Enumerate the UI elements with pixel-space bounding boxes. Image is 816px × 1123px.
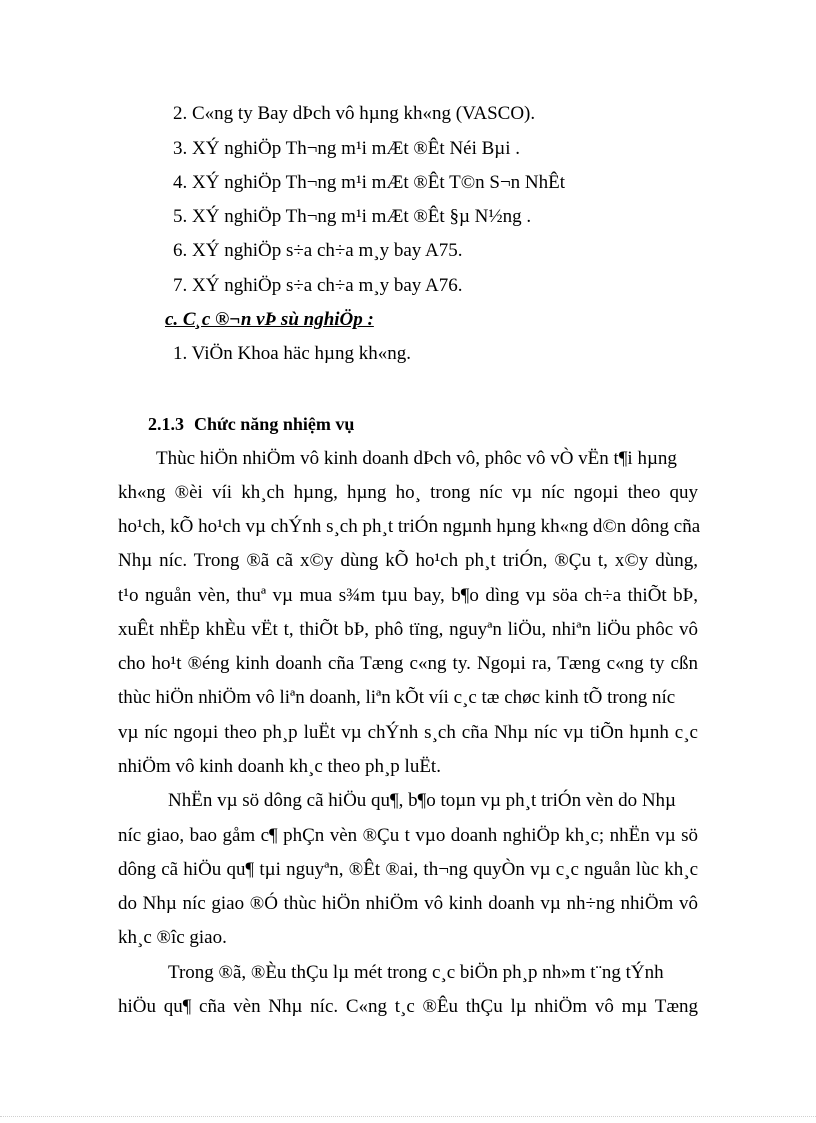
paragraph-line: xuÊt nhËp khÈu vËt t, thiÕt bÞ, phô tïng, nguyªn liÖu, nhiªn liÖu phôc vô <box>118 619 698 640</box>
paragraph-line: NhËn vµ sö dông cã hiÖu qu¶, b¶o toµn vµ ph¸t triÓn vèn do Nhµ <box>168 790 676 811</box>
paragraph-line: do Nhµ níc giao ®Ó thùc hiÖn nhiÖm vô kinh doanh vµ nh÷ng nhiÖm vô <box>118 893 698 914</box>
list-item: 3. XÝ nghiÖp Th¬ng m¹i mÆt ®Êt Néi Bµi . <box>173 138 521 159</box>
list-item: 2. C«ng ty Bay dÞch vô hµng kh«ng (VASCO). <box>173 103 536 124</box>
paragraph-line: Nhµ níc. Trong ®ã cã x©y dùng kÕ ho¹ch ph¸t triÓn, ®Çu t, x©y dùng, <box>118 550 698 571</box>
paragraph-line: Thùc hiÖn nhiÖm vô kinh doanh dÞch vô, phôc vô vÒ vËn t¶i hµng <box>156 448 677 469</box>
list-item: 5. XÝ nghiÖp Th¬ng m¹i mÆt ®Êt §µ N½ng . <box>173 206 532 227</box>
paragraph-line: vµ níc ngoµi theo ph¸p luËt vµ chÝnh s¸ch cña Nhµ níc vµ tiÕn hµnh c¸c <box>118 722 698 743</box>
list-item: 4. XÝ nghiÖp Th¬ng m¹i mÆt ®Êt T©n S¬n NhÊt <box>173 172 566 193</box>
paragraph-line: dông cã hiÖu qu¶ tµi nguyªn, ®Êt ®ai, th¬ng quyÒn vµ c¸c nguån lùc kh¸c <box>118 859 698 880</box>
paragraph-line: hiÖu qu¶ cña vèn Nhµ níc. C«ng t¸c ®Êu thÇu lµ nhiÖm vô mµ Tæng <box>118 996 698 1017</box>
paragraph-line: Trong ®ã, ®Èu thÇu lµ mét trong c¸c biÖn ph¸p nh»m t¨ng tÝnh <box>168 962 664 983</box>
paragraph-line: kh¸c ®îc giao. <box>118 927 227 948</box>
paragraph-line: ho¹ch, kÕ ho¹ch vµ chÝnh s¸ch ph¸t triÓn ngµnh hµng kh«ng d©n dông cña <box>118 516 701 537</box>
paragraph-line: kh«ng ®èi víi kh¸ch hµng, hµng ho¸ trong níc vµ níc ngoµi theo quy <box>118 482 698 503</box>
section-title: Chức năng nhiệm vụ <box>194 414 355 434</box>
paragraph-line: cho ho¹t ®éng kinh doanh cña Tæng c«ng ty. Ngoµi ra, Tæng c«ng ty cßn <box>118 653 698 674</box>
list-item: 6. XÝ nghiÖp s÷a ch÷a m¸y bay A75. <box>173 240 463 261</box>
list-item: 7. XÝ nghiÖp s÷a ch÷a m¸y bay A76. <box>173 275 463 296</box>
section-heading <box>148 412 354 436</box>
page-bottom-rule <box>0 1116 816 1117</box>
paragraph-line: níc giao, bao gåm c¶ phÇn vèn ®Çu t vµo doanh nghiÖp kh¸c; nhËn vµ sö <box>118 825 698 846</box>
sub-heading: c. C¸c ®¬n vÞ sù nghiÖp : <box>165 309 374 330</box>
section-number: 2.1.3 <box>148 414 184 434</box>
paragraph-line: nhiÖm vô kinh doanh kh¸c theo ph¸p luËt. <box>118 756 441 777</box>
paragraph-line: thùc hiÖn nhiÖm vô liªn doanh, liªn kÕt víi c¸c tæ chøc kinh tÕ trong níc <box>118 687 676 708</box>
list-item: 1. ViÖn Khoa häc hµng kh«ng. <box>173 343 411 364</box>
paragraph-line: t¹o nguån vèn, thuª vµ mua s¾m tµu bay, b¶o dìng vµ söa ch÷a thiÕt bÞ, <box>118 585 698 606</box>
